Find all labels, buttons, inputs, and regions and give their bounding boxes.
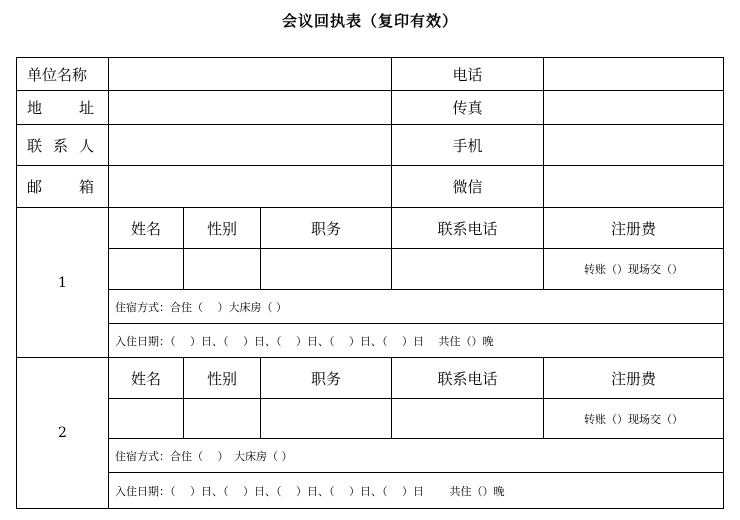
email-field[interactable] — [109, 166, 392, 208]
attendee-number: 2 — [17, 358, 109, 509]
fee-column-header: 注册费 — [544, 358, 724, 399]
contact-field[interactable] — [109, 125, 392, 166]
name-column-header: 姓名 — [109, 208, 184, 249]
contact-phone-field[interactable] — [392, 399, 544, 439]
unit-name-field[interactable] — [109, 58, 392, 91]
gender-field[interactable] — [184, 249, 261, 290]
gender-field[interactable] — [184, 399, 261, 439]
contact-phone-column-header: 联系电话 — [392, 208, 544, 249]
position-column-header: 职务 — [261, 358, 392, 399]
wechat-field[interactable] — [544, 166, 724, 208]
lodging-type-field[interactable]: 住宿方式：合住（ ）大床房（ ） — [109, 290, 724, 324]
email-label: 邮 箱 — [17, 166, 109, 208]
phone-field[interactable] — [544, 58, 724, 91]
name-column-header: 姓名 — [109, 358, 184, 399]
address-field[interactable] — [109, 91, 392, 125]
form-title: 会议回执表（复印有效） — [281, 12, 458, 30]
name-field[interactable] — [109, 399, 184, 439]
fax-field[interactable] — [544, 91, 724, 125]
contact-label: 联 系 人 — [17, 125, 109, 166]
fax-label: 传真 — [392, 91, 544, 125]
position-column-header: 职务 — [261, 208, 392, 249]
payment-method-field[interactable]: 转账（）现场交（） — [544, 249, 724, 290]
phone-label: 电话 — [392, 58, 544, 91]
check-in-dates-field[interactable]: 入住日期：（ ）日、（ ）日、（ ）日、（ ）日、（ ）日 共住（）晚 — [109, 324, 724, 358]
contact-phone-column-header: 联系电话 — [392, 358, 544, 399]
check-in-dates-field[interactable]: 入住日期：（ ）日、（ ）日、（ ）日、（ ）日、（ ）日 共住（）晚 — [109, 473, 724, 509]
unit-name-label: 单位名称 — [17, 58, 109, 91]
payment-method-field[interactable]: 转账（）现场交（） — [544, 399, 724, 439]
position-field[interactable] — [261, 249, 392, 290]
contact-phone-field[interactable] — [392, 249, 544, 290]
gender-column-header: 性别 — [184, 208, 261, 249]
fee-column-header: 注册费 — [544, 208, 724, 249]
mobile-field[interactable] — [544, 125, 724, 166]
gender-column-header: 性别 — [184, 358, 261, 399]
lodging-type-field[interactable]: 住宿方式：合住（ ） 大床房（ ） — [109, 439, 724, 473]
attendee-number: 1 — [17, 208, 109, 358]
mobile-label: 手机 — [392, 125, 544, 166]
position-field[interactable] — [261, 399, 392, 439]
receipt-form-table — [16, 57, 724, 509]
address-label: 地 址 — [17, 91, 109, 125]
wechat-label: 微信 — [392, 166, 544, 208]
name-field[interactable] — [109, 249, 184, 290]
